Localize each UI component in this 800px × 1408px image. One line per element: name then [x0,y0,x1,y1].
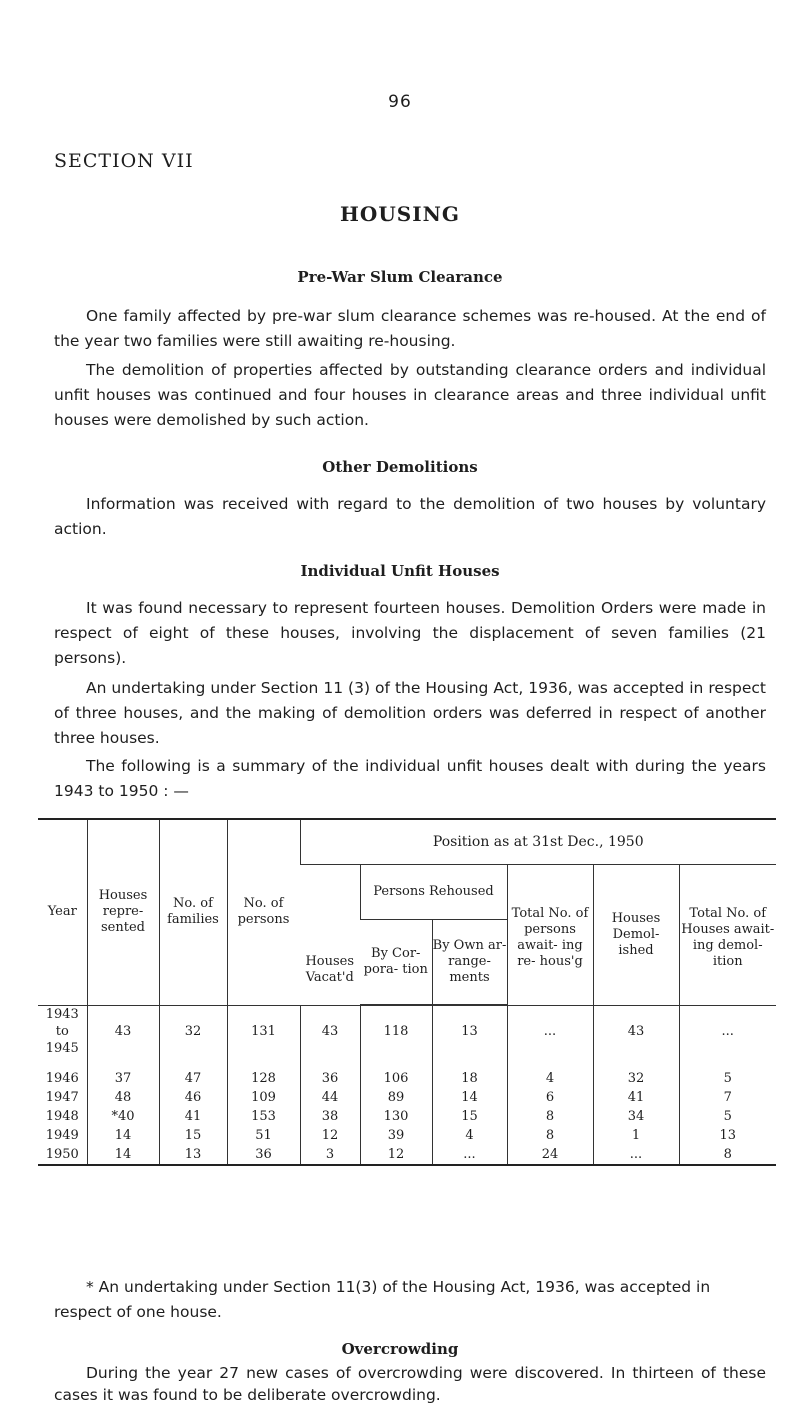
cell: 43 [300,1006,360,1058]
cell: 6 [507,1088,593,1107]
cell: 4 [507,1057,593,1088]
cell: 39 [360,1126,432,1145]
table-row [38,1088,776,1107]
summary-table-container [38,818,776,1166]
col-by-own-arrangements: By Own ar- range- ments [432,920,507,1005]
cell: 14 [432,1088,507,1107]
cell: 32 [593,1057,679,1088]
cell: 37 [87,1057,159,1088]
cell: 7 [679,1088,776,1107]
col-houses-demolished: Houses Demol- ished [593,865,679,1005]
cell: 38 [300,1107,360,1126]
cell: 106 [360,1057,432,1088]
cell: 109 [227,1088,300,1107]
cell: 36 [300,1057,360,1088]
table-row [38,1057,776,1088]
cell-year: 1949 [45,1128,79,1143]
cell: 36 [227,1145,300,1165]
col-by-corporation: By Cor- pora- tion [360,920,432,1005]
cell: ... [679,1006,776,1058]
cell: 46 [159,1088,227,1107]
unfit-houses-paragraph-2: An undertaking under Section 11 (3) of the Housing Act, 1936, was accepted in respect of three houses, and the making of demolition orders was deferred in respect of another three houses. [54,679,766,747]
cell: 89 [360,1088,432,1107]
cell-year: 1943 to 1945 [45,1007,79,1056]
col-total-awaiting-demolition: Total No. of Houses await- ing demol- ition [679,865,776,1005]
cell: 13 [159,1145,227,1165]
table-row [38,1126,776,1145]
col-houses-represented: Houses repre- sented [87,819,159,1005]
persons-rehoused-header: Persons Rehoused [360,865,507,920]
cell: 43 [593,1006,679,1058]
cell: 13 [432,1006,507,1058]
cell: ... [507,1006,593,1058]
cell: 8 [507,1107,593,1126]
cell-year: 1950 [38,1145,87,1165]
pre-war-heading: Pre-War Slum Clearance [297,268,503,286]
cell: 118 [360,1006,432,1058]
overcrowding-paragraph: During the year 27 new cases of overcrowding were discovered. In thirteen of these cases it was found to be deliberate overcrowding. [54,1364,766,1404]
cell: 48 [87,1088,159,1107]
cell: 128 [227,1057,300,1088]
cell: 8 [679,1145,776,1165]
section-title: SECTION VII [54,150,194,172]
cell: 44 [300,1088,360,1107]
cell: 13 [679,1126,776,1145]
unfit-houses-paragraph-3: The following is a summary of the individual unfit houses dealt with during the years 1943 to 1950 : — [54,757,766,800]
cell: 41 [593,1088,679,1107]
cell: 130 [360,1107,432,1126]
cell: 24 [507,1145,593,1165]
cell: ... [432,1145,507,1165]
page-number: 96 [388,92,412,112]
col-houses-vacated: Houses Vacat'd [305,953,355,985]
pre-war-paragraph-2: The demolition of properties affected by outstanding clearance orders and individual unfit houses was continued and four houses in clearance areas and three individual unfit houses were demolished by such action. [54,361,766,429]
table-footnote: * An undertaking under Section 11(3) of the Housing Act, 1936, was accepted in respect of one house. [54,1278,711,1321]
cell: 15 [432,1107,507,1126]
cell: 15 [159,1126,227,1145]
cell: ... [593,1145,679,1165]
cell: 12 [360,1145,432,1165]
cell-year: 1948 [45,1109,79,1124]
cell: 32 [159,1006,227,1058]
cell: 1 [593,1126,679,1145]
cell: 5 [679,1107,776,1126]
cell: 47 [159,1057,227,1088]
cell: 8 [507,1126,593,1145]
unfit-houses-paragraph-1: It was found necessary to represent fourteen houses. Demolition Orders were made in respect of eight of these houses, involving the displacement of seven families (21 persons). [54,599,766,667]
cell: 51 [227,1126,300,1145]
cell: 3 [300,1145,360,1165]
table-row [38,1145,776,1165]
position-header: Position as at 31st Dec., 1950 [300,819,776,865]
cell: 43 [87,1006,159,1058]
cell: 12 [300,1126,360,1145]
pre-war-paragraph-1: One family affected by pre-war slum clearance schemes was re-housed. At the end of the year two families were still awaiting re-housing. [54,307,766,350]
page-title: HOUSING [340,202,460,226]
cell: 18 [432,1057,507,1088]
cell: 34 [593,1107,679,1126]
col-persons: No. of persons [227,819,300,1005]
cell: 41 [159,1107,227,1126]
cell-year: 1946 [45,1071,79,1086]
cell: 5 [679,1057,776,1088]
col-year: Year [38,819,87,1005]
cell: 131 [227,1006,300,1058]
cell-year: 1947 [45,1090,79,1105]
other-demolitions-heading: Other Demolitions [322,458,478,476]
col-total-awaiting-rehousing: Total No. of persons await- ing re- hous'g [507,865,593,1005]
cell: *40 [87,1107,159,1126]
other-demolitions-paragraph: Information was received with regard to the demolition of two houses by voluntary action. [54,495,766,538]
table-row [38,1006,776,1058]
overcrowding-heading: Overcrowding [341,1340,459,1358]
cell: 4 [432,1126,507,1145]
col-families: No. of families [159,819,227,1005]
table-row [38,1107,776,1126]
summary-table [38,818,776,1166]
cell: 14 [87,1126,159,1145]
unfit-houses-heading: Individual Unfit Houses [300,562,500,580]
cell: 14 [87,1145,159,1165]
cell: 153 [227,1107,300,1126]
